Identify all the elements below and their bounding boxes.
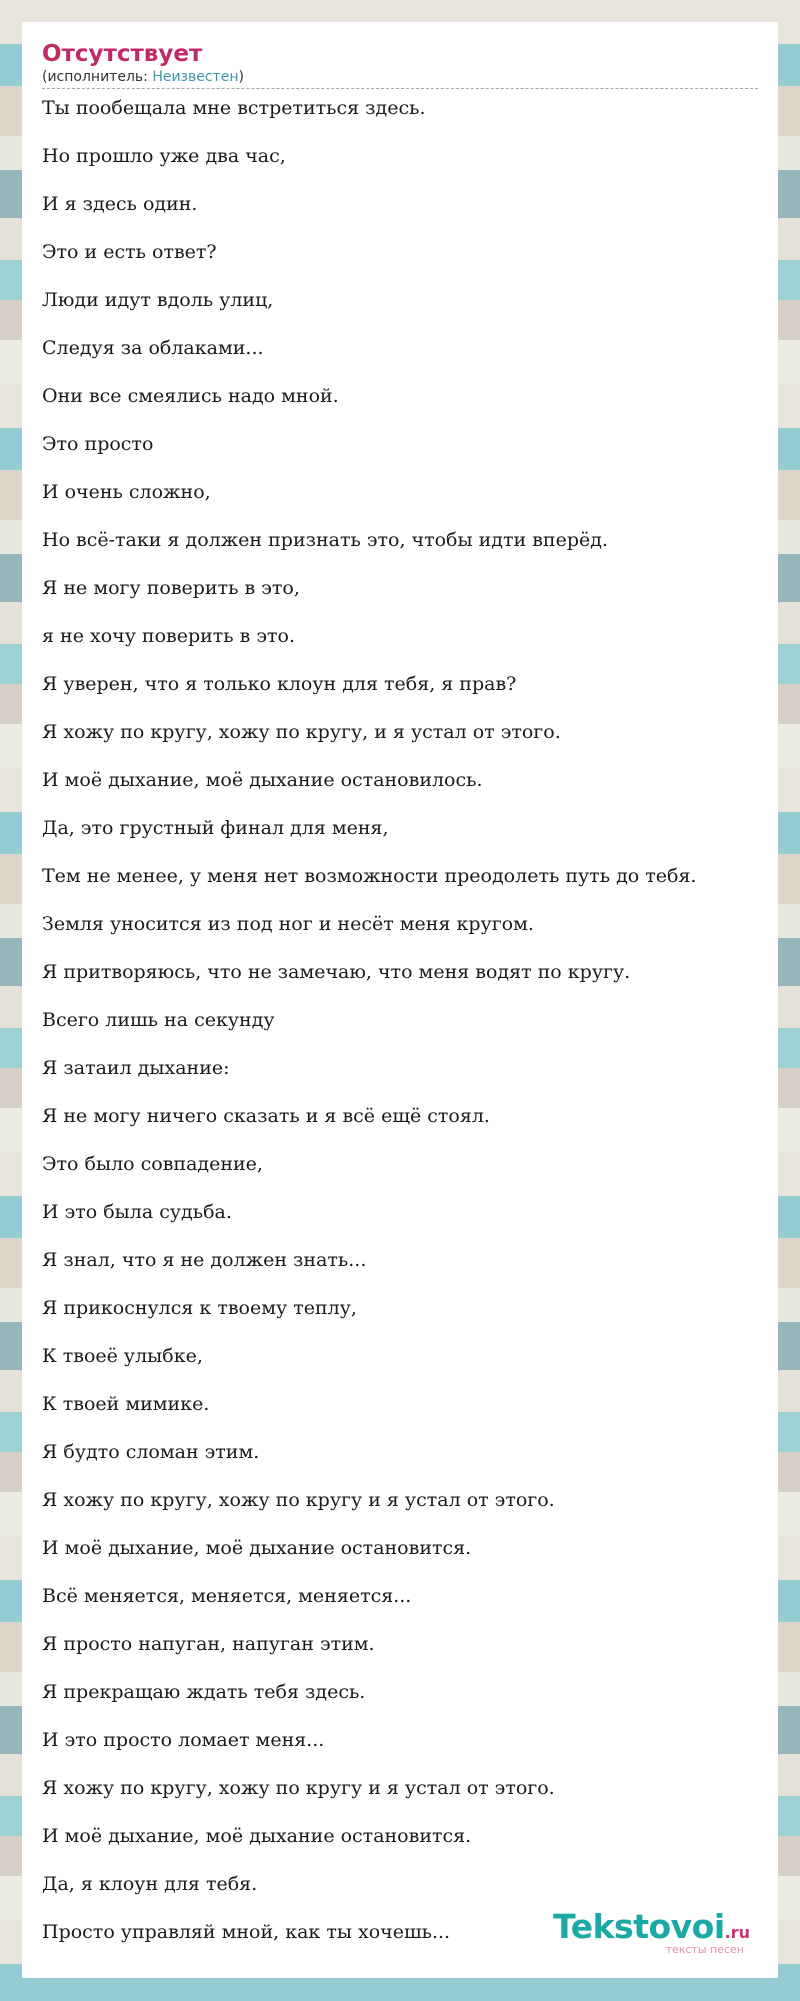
lyric-line: я не хочу поверить в это. <box>42 625 296 647</box>
lyric-line: Я хожу по кругу, хожу по кругу и я устал от этого. <box>42 1489 555 1511</box>
lyric-line: Да, я клоун для тебя. <box>42 1873 258 1895</box>
lyric-line: К твоей мимике. <box>42 1393 210 1415</box>
lyric-line: И моё дыхание, моё дыхание остановится. <box>42 1537 472 1559</box>
lyric-line: Да, это грустный финал для меня, <box>42 817 389 839</box>
lyric-line: Я уверен, что я только клоун для тебя, я прав? <box>42 673 517 695</box>
lyric-line: Люди идут вдоль улиц, <box>42 289 274 311</box>
artist-suffix: ) <box>238 69 244 85</box>
lyric-line: Я знал, что я не должен знать... <box>42 1249 367 1271</box>
lyric-line: И я здесь один. <box>42 193 198 215</box>
lyric-line: К твоеё улыбке, <box>42 1345 203 1367</box>
lyric-line: Земля уносится из под ног и несёт меня кругом. <box>42 913 534 935</box>
lyric-line: Я хожу по кругу, хожу по кругу и я устал от этого. <box>42 1777 555 1799</box>
lyric-line: Я просто напуган, напуган этим. <box>42 1633 375 1655</box>
lyric-line: Я притворяюсь, что не замечаю, что меня водят по кругу. <box>42 961 631 983</box>
lyric-line: Всего лишь на секунду <box>42 1009 275 1031</box>
lyric-line: Но всё-таки я должен признать это, чтобы идти вперёд. <box>42 529 608 551</box>
lyric-line: И это была судьба. <box>42 1201 232 1223</box>
lyric-line: Следуя за облаками... <box>42 337 264 359</box>
lyric-line: И моё дыхание, моё дыхание остановится. <box>42 1825 472 1847</box>
lyric-line: Я прикоснулся к твоему теплу, <box>42 1297 357 1319</box>
lyric-line: Но прошло уже два час, <box>42 145 286 167</box>
lyric-line: Тем не менее, у меня нет возможности преодолеть путь до тебя. <box>42 865 697 887</box>
lyrics-card <box>22 22 778 1978</box>
song-title: Отсутствует <box>42 41 203 67</box>
lyric-line: Я будто сломан этим. <box>42 1441 260 1463</box>
lyric-line: Это просто <box>42 433 154 455</box>
logo-tagline: тексты песен <box>665 1943 744 1956</box>
lyric-line: Это и есть ответ? <box>42 241 217 263</box>
lyric-line: Ты пообещала мне встретиться здесь. <box>42 97 426 119</box>
lyric-line: Это было совпадение, <box>42 1153 263 1175</box>
lyric-line: Я затаил дыхание: <box>42 1057 230 1079</box>
logo-main-text: Tekstovoi <box>553 1907 725 1946</box>
artist-line <box>42 68 758 89</box>
lyrics-body <box>42 93 758 1965</box>
site-logo[interactable] <box>553 1907 750 1956</box>
logo-domain-text: .ru <box>724 1923 750 1942</box>
lyric-line: Я прекращаю ждать тебя здесь. <box>42 1681 366 1703</box>
lyric-line: И моё дыхание, моё дыхание остановилось. <box>42 769 483 791</box>
lyric-line: Я не могу поверить в это, <box>42 577 300 599</box>
lyric-line: Всё меняется, меняется, меняется... <box>42 1585 412 1607</box>
lyric-line: Я не могу ничего сказать и я всё ещё стоял. <box>42 1105 490 1127</box>
lyric-line: И очень сложно, <box>42 481 211 503</box>
artist-link[interactable]: Неизвестен <box>152 69 239 85</box>
lyric-line: И это просто ломает меня... <box>42 1729 325 1751</box>
lyric-line: Просто управляй мной, как ты хочешь... <box>42 1921 451 1943</box>
lyric-line: Они все смеялись надо мной. <box>42 385 339 407</box>
logo-wordmark <box>553 1907 750 1946</box>
lyric-line: Я хожу по кругу, хожу по кругу, и я устал от этого. <box>42 721 561 743</box>
artist-prefix: (исполнитель: <box>42 69 153 85</box>
